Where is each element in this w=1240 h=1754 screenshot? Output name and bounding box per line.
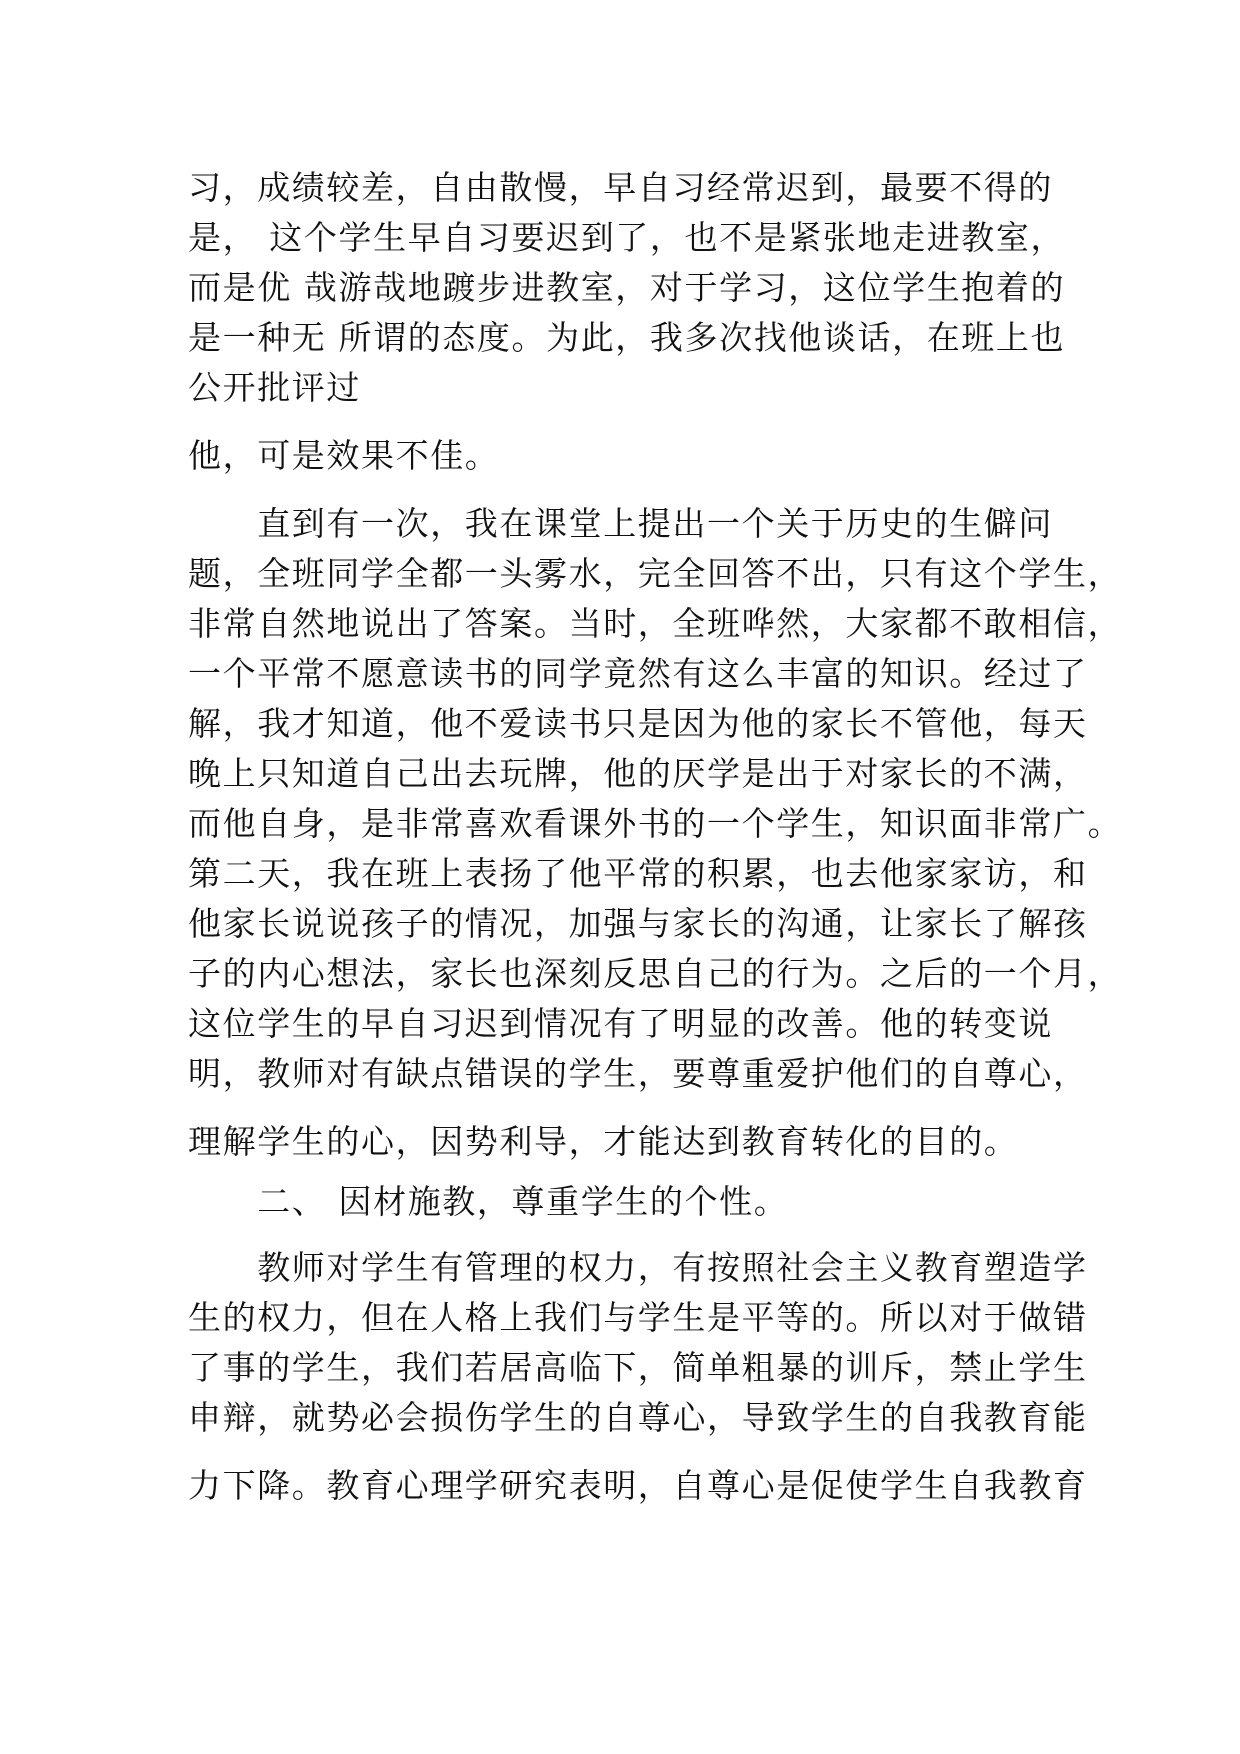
- text-line: 晚上只知道自己出去玩牌，他的厌学是出于对家长的不满，: [188, 754, 1088, 793]
- text-line: 明，教师对有缺点错误的学生，要尊重爱护他们的自尊心，: [188, 1054, 1088, 1093]
- text-line: 一个平常不愿意读书的同学竟然有这么丰富的知识。经过了: [188, 654, 1088, 693]
- text-line: 解，我才知道，他不爱读书只是因为他的家长不管他，每天: [188, 704, 1088, 743]
- text-line: 他，可是效果不佳。: [188, 436, 500, 475]
- text-line: 这位学生的早自习迟到情况有了明显的改善。他的转变说: [188, 1004, 1053, 1043]
- text-line: 而是优 哉游哉地踱步进教室，对于学习，这位学生抱着的: [188, 268, 1066, 307]
- text-line: 而他自身，是非常喜欢看课外书的一个学生，知识面非常广。: [188, 804, 1123, 843]
- text-line: 直到有一次，我在课堂上提出一个关于历史的生僻问: [188, 504, 1053, 543]
- text-line: 生的权力，但在人格上我们与学生是平等的。所以对于做错: [188, 1298, 1088, 1337]
- section-heading: 二、 因材施教，尊重学生的个性。: [188, 1182, 789, 1221]
- text-line: 是一种无 所谓的态度。为此，我多次找他谈话，在班上也: [188, 318, 1066, 357]
- text-line: 习，成绩较差，自由散慢，早自习经常迟到，最要不得的: [188, 168, 1053, 207]
- text-line: 子的内心想法，家长也深刻反思自己的行为。之后的一个月，: [188, 954, 1123, 993]
- text-line: 申辩，就势必会损伤学生的自尊心，导致学生的自我教育能: [188, 1398, 1088, 1437]
- text-line: 教师对学生有管理的权力，有按照社会主义教育塑造学: [188, 1248, 1088, 1287]
- text-line: 公开批评过: [188, 368, 361, 407]
- text-line: 了事的学生，我们若居高临下，简单粗暴的训斥，禁止学生: [188, 1348, 1088, 1387]
- text-line: 是， 这个学生早自习要迟到了，也不是紧张地走进教室，: [188, 218, 1066, 257]
- text-line: 第二天，我在班上表扬了他平常的积累，也去他家家访，和: [188, 854, 1088, 893]
- text-line: 力下降。教育心理学研究表明，自尊心是促使学生自我教育: [188, 1466, 1088, 1505]
- text-line: 理解学生的心，因势利导，才能达到教育转化的目的。: [188, 1122, 1019, 1161]
- text-line: 非常自然地说出了答案。当时，全班哗然，大家都不敢相信，: [188, 604, 1123, 643]
- text-line: 题，全班同学全都一头雾水，完全回答不出，只有这个学生，: [188, 554, 1123, 593]
- text-line: 他家长说说孩子的情况，加强与家长的沟通，让家长了解孩: [188, 904, 1088, 943]
